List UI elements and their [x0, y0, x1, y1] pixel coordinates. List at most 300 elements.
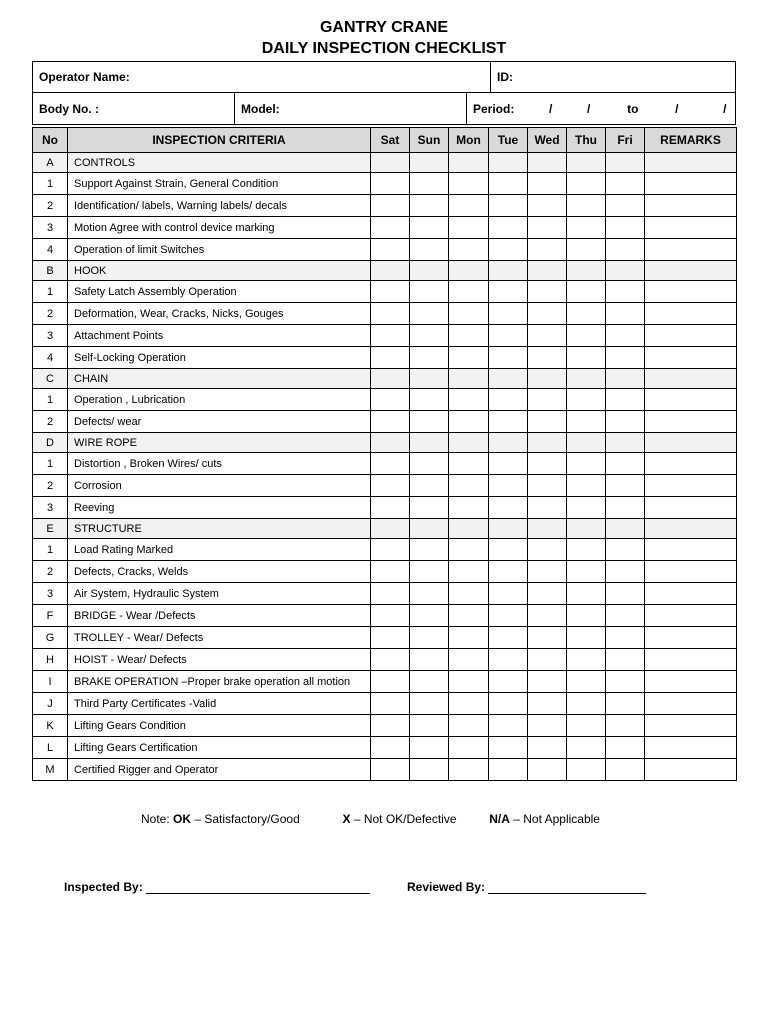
check-cell-fri[interactable]	[606, 671, 645, 693]
remarks-cell[interactable]	[645, 347, 737, 369]
check-cell-fri[interactable]	[606, 693, 645, 715]
check-cell-sat[interactable]	[371, 303, 410, 325]
check-cell-wed[interactable]	[528, 583, 567, 605]
check-cell-sun[interactable]	[410, 715, 449, 737]
check-cell-tue[interactable]	[489, 627, 528, 649]
remarks-cell[interactable]	[645, 693, 737, 715]
criteria-label: Lifting Gears Certification	[68, 737, 371, 759]
table-row	[33, 693, 737, 715]
check-cell-sun[interactable]	[410, 281, 449, 303]
check-cell-wed[interactable]	[528, 411, 567, 433]
check-cell-fri[interactable]	[606, 217, 645, 239]
check-cell-sat[interactable]	[371, 693, 410, 715]
check-cell-fri[interactable]	[606, 475, 645, 497]
check-cell-fri[interactable]	[606, 759, 645, 781]
check-cell-thu[interactable]	[567, 303, 606, 325]
check-cell-thu[interactable]	[567, 693, 606, 715]
section-row	[33, 519, 737, 539]
check-cell-fri[interactable]	[606, 281, 645, 303]
row-number: M	[33, 759, 68, 781]
note-prefix: Note:	[141, 812, 170, 826]
check-cell-sun[interactable]	[410, 605, 449, 627]
check-cell-wed[interactable]	[528, 217, 567, 239]
col-header-criteria: INSPECTION CRITERIA	[68, 128, 371, 153]
check-cell-wed	[528, 261, 567, 281]
check-cell-mon[interactable]	[449, 347, 489, 369]
check-cell-mon[interactable]	[449, 561, 489, 583]
row-number: B	[33, 261, 68, 281]
check-cell-fri[interactable]	[606, 583, 645, 605]
row-number: D	[33, 433, 68, 453]
check-cell-thu[interactable]	[567, 497, 606, 519]
check-cell-sun[interactable]	[410, 539, 449, 561]
check-cell-wed	[528, 433, 567, 453]
check-cell-mon[interactable]	[449, 239, 489, 261]
check-cell-mon[interactable]	[449, 539, 489, 561]
check-cell-tue[interactable]	[489, 217, 528, 239]
check-cell-fri[interactable]	[606, 539, 645, 561]
check-cell-mon[interactable]	[449, 453, 489, 475]
table-row	[33, 411, 737, 433]
check-cell-mon	[449, 519, 489, 539]
period-to-label: to	[627, 101, 639, 116]
criteria-label: Deformation, Wear, Cracks, Nicks, Gouges	[68, 303, 371, 325]
remarks-cell[interactable]	[645, 325, 737, 347]
check-cell-thu[interactable]	[567, 561, 606, 583]
check-cell-tue	[489, 519, 528, 539]
check-cell-wed[interactable]	[528, 759, 567, 781]
remarks-cell[interactable]	[645, 411, 737, 433]
check-cell-sat[interactable]	[371, 497, 410, 519]
check-cell-thu[interactable]	[567, 715, 606, 737]
check-cell-tue[interactable]	[489, 347, 528, 369]
check-cell-thu[interactable]	[567, 453, 606, 475]
check-cell-thu[interactable]	[567, 539, 606, 561]
model-field[interactable]	[235, 93, 467, 125]
check-cell-sun[interactable]	[410, 649, 449, 671]
check-cell-thu[interactable]	[567, 759, 606, 781]
check-cell-mon[interactable]	[449, 411, 489, 433]
check-cell-mon[interactable]	[449, 605, 489, 627]
check-cell-sun[interactable]	[410, 583, 449, 605]
check-cell-mon[interactable]	[449, 475, 489, 497]
check-cell-mon[interactable]	[449, 497, 489, 519]
row-number: I	[33, 671, 68, 693]
check-cell-thu[interactable]	[567, 671, 606, 693]
check-cell-wed[interactable]	[528, 561, 567, 583]
check-cell-fri[interactable]	[606, 239, 645, 261]
check-cell-wed[interactable]	[528, 347, 567, 369]
check-cell-wed[interactable]	[528, 715, 567, 737]
check-cell-tue[interactable]	[489, 561, 528, 583]
table-row	[33, 281, 737, 303]
check-cell-sun[interactable]	[410, 347, 449, 369]
check-cell-sat[interactable]	[371, 715, 410, 737]
check-cell-sun[interactable]	[410, 195, 449, 217]
criteria-label: Safety Latch Assembly Operation	[68, 281, 371, 303]
check-cell-wed[interactable]	[528, 605, 567, 627]
check-cell-sat[interactable]	[371, 759, 410, 781]
criteria-label: Self-Locking Operation	[68, 347, 371, 369]
check-cell-fri[interactable]	[606, 649, 645, 671]
row-number: 1	[33, 389, 68, 411]
criteria-label: Corrosion	[68, 475, 371, 497]
header-info-table	[32, 61, 736, 125]
check-cell-mon[interactable]	[449, 671, 489, 693]
check-cell-thu[interactable]	[567, 217, 606, 239]
row-number: 4	[33, 239, 68, 261]
check-cell-tue[interactable]	[489, 497, 528, 519]
check-cell-sun	[410, 519, 449, 539]
check-cell-tue[interactable]	[489, 759, 528, 781]
check-cell-sun[interactable]	[410, 217, 449, 239]
table-row	[33, 583, 737, 605]
remarks-cell[interactable]	[645, 389, 737, 411]
check-cell-sat[interactable]	[371, 539, 410, 561]
table-row	[33, 627, 737, 649]
check-cell-sat[interactable]	[371, 583, 410, 605]
row-number: G	[33, 627, 68, 649]
check-cell-wed[interactable]	[528, 281, 567, 303]
check-cell-fri[interactable]	[606, 411, 645, 433]
check-cell-sat[interactable]	[371, 605, 410, 627]
check-cell-sat[interactable]	[371, 195, 410, 217]
check-cell-wed[interactable]	[528, 497, 567, 519]
criteria-label: Defects/ wear	[68, 411, 371, 433]
criteria-label: Operation of limit Switches	[68, 239, 371, 261]
check-cell-tue[interactable]	[489, 173, 528, 195]
check-cell-wed[interactable]	[528, 539, 567, 561]
check-cell-wed[interactable]	[528, 325, 567, 347]
check-cell-thu[interactable]	[567, 325, 606, 347]
check-cell-mon[interactable]	[449, 627, 489, 649]
check-cell-sun[interactable]	[410, 453, 449, 475]
check-cell-thu	[567, 369, 606, 389]
check-cell-tue[interactable]	[489, 737, 528, 759]
period-separator: /	[675, 101, 679, 116]
check-cell-mon[interactable]	[449, 325, 489, 347]
operator-name-field[interactable]	[33, 62, 491, 93]
check-cell-sun[interactable]	[410, 693, 449, 715]
check-cell-thu[interactable]	[567, 195, 606, 217]
table-row	[33, 303, 737, 325]
check-cell-wed	[528, 369, 567, 389]
check-cell-thu[interactable]	[567, 605, 606, 627]
check-cell-fri[interactable]	[606, 173, 645, 195]
check-cell-tue[interactable]	[489, 195, 528, 217]
check-cell-mon[interactable]	[449, 173, 489, 195]
check-cell-wed[interactable]	[528, 671, 567, 693]
remarks-cell[interactable]	[645, 303, 737, 325]
check-cell-fri[interactable]	[606, 325, 645, 347]
check-cell-wed[interactable]	[528, 649, 567, 671]
remarks-cell[interactable]	[645, 671, 737, 693]
check-cell-fri[interactable]	[606, 453, 645, 475]
row-number: K	[33, 715, 68, 737]
check-cell-tue	[489, 261, 528, 281]
check-cell-sat[interactable]	[371, 347, 410, 369]
remarks-cell[interactable]	[645, 627, 737, 649]
check-cell-sun[interactable]	[410, 411, 449, 433]
check-cell-fri[interactable]	[606, 497, 645, 519]
table-row	[33, 605, 737, 627]
check-cell-tue[interactable]	[489, 715, 528, 737]
check-cell-fri[interactable]	[606, 303, 645, 325]
operator-name-label: Operator Name:	[39, 70, 130, 84]
period-separator: /	[587, 101, 591, 116]
check-cell-fri[interactable]	[606, 195, 645, 217]
col-header-sun: Sun	[410, 128, 449, 153]
check-cell-fri[interactable]	[606, 627, 645, 649]
remarks-cell	[645, 433, 737, 453]
title-line-1: GANTRY CRANE	[319, 19, 448, 36]
check-cell-wed[interactable]	[528, 693, 567, 715]
check-cell-sun[interactable]	[410, 303, 449, 325]
check-cell-mon	[449, 153, 489, 173]
check-cell-sun[interactable]	[410, 497, 449, 519]
check-cell-tue[interactable]	[489, 475, 528, 497]
check-cell-sun[interactable]	[410, 239, 449, 261]
note-na-text: – Not Applicable	[513, 812, 600, 826]
col-header-fri: Fri	[606, 128, 645, 153]
check-cell-wed[interactable]	[528, 737, 567, 759]
check-cell-mon[interactable]	[449, 715, 489, 737]
table-row	[33, 759, 737, 781]
remarks-cell[interactable]	[645, 605, 737, 627]
check-cell-sat[interactable]	[371, 389, 410, 411]
check-cell-sun[interactable]	[410, 671, 449, 693]
check-cell-wed[interactable]	[528, 303, 567, 325]
row-number: L	[33, 737, 68, 759]
check-cell-fri	[606, 433, 645, 453]
check-cell-sun[interactable]	[410, 325, 449, 347]
remarks-cell[interactable]	[645, 453, 737, 475]
row-number: 3	[33, 497, 68, 519]
col-header-remarks: REMARKS	[645, 128, 737, 153]
id-field[interactable]	[491, 62, 736, 93]
check-cell-sun[interactable]	[410, 475, 449, 497]
check-cell-wed[interactable]	[528, 453, 567, 475]
check-cell-mon[interactable]	[449, 583, 489, 605]
remarks-cell[interactable]	[645, 195, 737, 217]
check-cell-tue[interactable]	[489, 693, 528, 715]
check-cell-thu[interactable]	[567, 281, 606, 303]
remarks-cell[interactable]	[645, 497, 737, 519]
check-cell-sat[interactable]	[371, 411, 410, 433]
check-cell-mon[interactable]	[449, 759, 489, 781]
check-cell-mon[interactable]	[449, 649, 489, 671]
remarks-cell[interactable]	[645, 281, 737, 303]
check-cell-wed[interactable]	[528, 173, 567, 195]
check-cell-sat[interactable]	[371, 561, 410, 583]
check-cell-sun[interactable]	[410, 389, 449, 411]
check-cell-mon[interactable]	[449, 281, 489, 303]
check-cell-tue[interactable]	[489, 671, 528, 693]
check-cell-sun[interactable]	[410, 173, 449, 195]
remarks-cell[interactable]	[645, 239, 737, 261]
check-cell-thu[interactable]	[567, 627, 606, 649]
check-cell-tue[interactable]	[489, 453, 528, 475]
criteria-label: Distortion , Broken Wires/ cuts	[68, 453, 371, 475]
check-cell-sat[interactable]	[371, 649, 410, 671]
criteria-label: Defects, Cracks, Welds	[68, 561, 371, 583]
check-cell-sat[interactable]	[371, 627, 410, 649]
check-cell-mon[interactable]	[449, 389, 489, 411]
table-row	[33, 195, 737, 217]
check-cell-sat[interactable]	[371, 217, 410, 239]
row-number: 2	[33, 195, 68, 217]
section-row	[33, 153, 737, 173]
remarks-cell[interactable]	[645, 649, 737, 671]
check-cell-tue[interactable]	[489, 281, 528, 303]
check-cell-tue[interactable]	[489, 605, 528, 627]
row-number: 1	[33, 539, 68, 561]
check-cell-thu[interactable]	[567, 173, 606, 195]
note-x-text: – Not OK/Defective	[353, 812, 457, 826]
remarks-cell[interactable]	[645, 583, 737, 605]
check-cell-tue[interactable]	[489, 539, 528, 561]
check-cell-thu	[567, 153, 606, 173]
remarks-cell[interactable]	[645, 737, 737, 759]
check-cell-thu[interactable]	[567, 583, 606, 605]
check-cell-mon[interactable]	[449, 737, 489, 759]
check-cell-wed[interactable]	[528, 475, 567, 497]
body-no-field[interactable]	[33, 93, 235, 125]
check-cell-fri	[606, 519, 645, 539]
check-cell-sat[interactable]	[371, 325, 410, 347]
check-cell-sat[interactable]	[371, 475, 410, 497]
check-cell-sat[interactable]	[371, 671, 410, 693]
check-cell-tue[interactable]	[489, 325, 528, 347]
check-cell-sat	[371, 369, 410, 389]
criteria-label: Identification/ labels, Warning labels/ decals	[68, 195, 371, 217]
check-cell-fri[interactable]	[606, 389, 645, 411]
criteria-label: Air System, Hydraulic System	[68, 583, 371, 605]
check-cell-thu[interactable]	[567, 737, 606, 759]
check-cell-sun	[410, 433, 449, 453]
table-row	[33, 173, 737, 195]
period-label: Period:	[472, 101, 515, 116]
table-row	[33, 347, 737, 369]
check-cell-fri[interactable]	[606, 347, 645, 369]
section-row	[33, 369, 737, 389]
remarks-cell	[645, 369, 737, 389]
check-cell-fri	[606, 369, 645, 389]
check-cell-fri[interactable]	[606, 605, 645, 627]
remarks-cell	[645, 153, 737, 173]
criteria-label: TROLLEY - Wear/ Defects	[68, 627, 371, 649]
col-header-tue: Tue	[489, 128, 528, 153]
check-cell-sun[interactable]	[410, 759, 449, 781]
legend-note	[141, 812, 600, 826]
criteria-label: BRIDGE - Wear /Defects	[68, 605, 371, 627]
check-cell-sun[interactable]	[410, 737, 449, 759]
row-number: 3	[33, 583, 68, 605]
note-ok-text: – Satisfactory/Good	[194, 812, 300, 826]
row-number: 2	[33, 303, 68, 325]
check-cell-tue[interactable]	[489, 389, 528, 411]
criteria-label: Attachment Points	[68, 325, 371, 347]
table-row	[33, 737, 737, 759]
check-cell-sat[interactable]	[371, 239, 410, 261]
check-cell-tue[interactable]	[489, 649, 528, 671]
check-cell-thu[interactable]	[567, 239, 606, 261]
check-cell-fri[interactable]	[606, 561, 645, 583]
check-cell-thu[interactable]	[567, 411, 606, 433]
check-cell-sun	[410, 153, 449, 173]
check-cell-thu[interactable]	[567, 649, 606, 671]
check-cell-tue	[489, 369, 528, 389]
check-cell-mon[interactable]	[449, 693, 489, 715]
inspected-by-line[interactable]	[146, 881, 370, 894]
check-cell-mon[interactable]	[449, 195, 489, 217]
check-cell-mon	[449, 261, 489, 281]
check-cell-mon[interactable]	[449, 303, 489, 325]
check-cell-sat[interactable]	[371, 281, 410, 303]
table-row	[33, 389, 737, 411]
check-cell-sat	[371, 433, 410, 453]
row-number: A	[33, 153, 68, 173]
check-cell-sun[interactable]	[410, 561, 449, 583]
check-cell-thu[interactable]	[567, 475, 606, 497]
row-number: C	[33, 369, 68, 389]
check-cell-wed[interactable]	[528, 627, 567, 649]
remarks-cell[interactable]	[645, 715, 737, 737]
check-cell-wed[interactable]	[528, 239, 567, 261]
check-cell-mon[interactable]	[449, 217, 489, 239]
criteria-label: Support Against Strain, General Condition	[68, 173, 371, 195]
table-row	[33, 561, 737, 583]
check-cell-tue[interactable]	[489, 239, 528, 261]
row-number: 3	[33, 217, 68, 239]
remarks-cell[interactable]	[645, 561, 737, 583]
check-cell-sun[interactable]	[410, 627, 449, 649]
check-cell-fri[interactable]	[606, 737, 645, 759]
remarks-cell[interactable]	[645, 759, 737, 781]
check-cell-thu[interactable]	[567, 347, 606, 369]
check-cell-tue[interactable]	[489, 411, 528, 433]
check-cell-thu[interactable]	[567, 389, 606, 411]
remarks-cell[interactable]	[645, 173, 737, 195]
remarks-cell[interactable]	[645, 217, 737, 239]
check-cell-sat[interactable]	[371, 453, 410, 475]
section-label: CHAIN	[68, 369, 371, 389]
check-cell-wed[interactable]	[528, 195, 567, 217]
remarks-cell[interactable]	[645, 539, 737, 561]
row-number: 1	[33, 281, 68, 303]
check-cell-tue	[489, 153, 528, 173]
check-cell-sat[interactable]	[371, 173, 410, 195]
table-row	[33, 715, 737, 737]
check-cell-wed[interactable]	[528, 389, 567, 411]
criteria-label: Load Rating Marked	[68, 539, 371, 561]
check-cell-fri[interactable]	[606, 715, 645, 737]
criteria-label: HOIST - Wear/ Defects	[68, 649, 371, 671]
section-row	[33, 433, 737, 453]
note-x-key: X	[342, 812, 351, 826]
criteria-label: BRAKE OPERATION –Proper brake operation all motion	[68, 671, 371, 693]
id-label: ID:	[497, 70, 513, 84]
check-cell-tue[interactable]	[489, 583, 528, 605]
check-cell-sat[interactable]	[371, 737, 410, 759]
reviewed-by-line[interactable]	[488, 881, 646, 894]
criteria-label: Lifting Gears Condition	[68, 715, 371, 737]
check-cell-tue[interactable]	[489, 303, 528, 325]
row-number: 3	[33, 325, 68, 347]
remarks-cell[interactable]	[645, 475, 737, 497]
check-cell-fri	[606, 153, 645, 173]
period-field[interactable]	[466, 93, 735, 125]
